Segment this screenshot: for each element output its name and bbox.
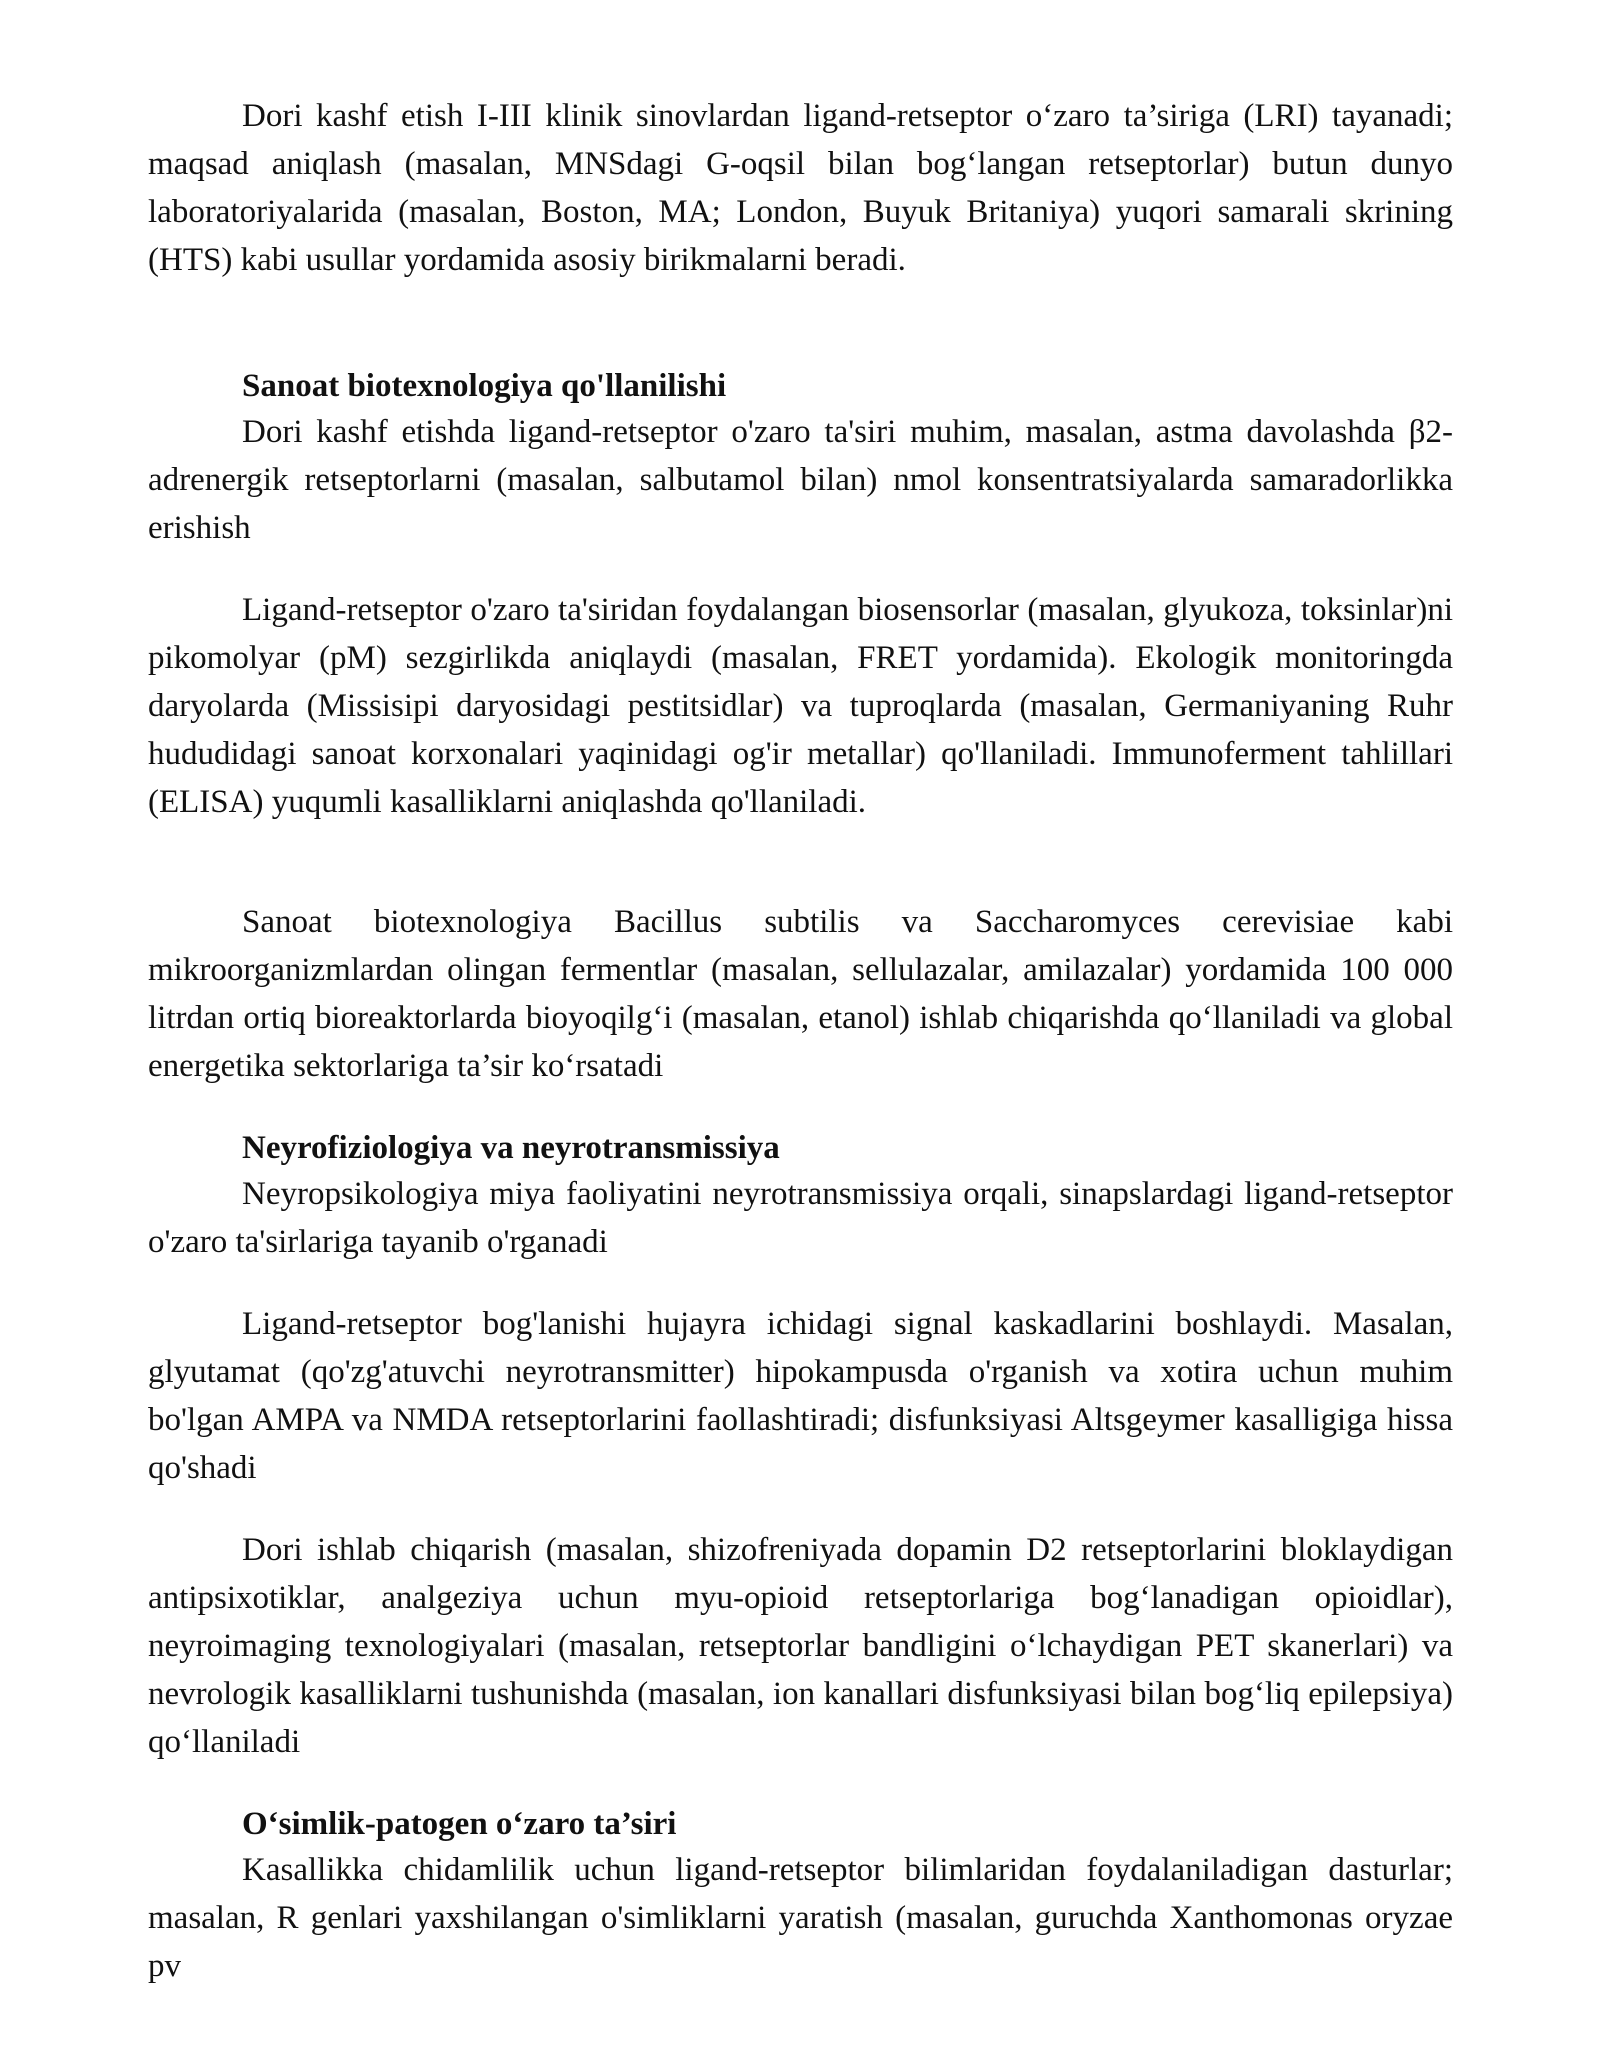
paragraph-drug-discovery-lri: Dori kashf etish I-III klinik sinovlardan ligand-retseptor o‘zaro ta’siriga (LRI) tayanadi; maqsad aniqlash (masalan, MNSdagi G-oqsil bilan bog‘langan retseptorlar) butun dunyo laboratoriyalarida (masalan, Boston, MA; London, Buyuk Britaniya) yuqori samarali skrining (HTS) kabi usullar yordamida asosiy birikmalarni beradi. [148,98,1453,278]
paragraph-drug-production: Dori ishlab chiqarish (masalan, shizofreniyada dopamin D2 retseptorlarini bloklaydigan antipsixotiklar, analgeziya uchun myu-opioid retseptorlariga bog‘lanadigan opioidlar), neyroimaging texnologiyalari (masalan, retseptorlar bandligini o‘lchaydigan PET skanerlari) va nevrologik kasalliklarni tushunishda (masalan, ion kanallari disfunksiyasi bilan bog‘liq epilepsiya) qo‘llaniladi [148,1532,1453,1760]
paragraph-signal-cascades: Ligand-retseptor bog'lanishi hujayra ichidagi signal kaskadlarini boshlaydi. Masalan, glyutamat (qo'zg'atuvchi neyrotransmitter) hipokampusda o'rganish va xotira uchun muhim bo'lgan AMPA va NMDA retseptorlarini faollashtiradi; disfunksiyasi Altsgeymer kasalligiga hissa qo'shadi [148,1306,1453,1486]
paragraph-disease-resistance: Kasallikka chidamlilik uchun ligand-retseptor bilimlaridan foydalaniladigan dasturlar; masalan, R genlari yaxshilangan o'simliklarni yaratish (masalan, guruchda Xanthomonas oryzae pv [148,1852,1453,1984]
paragraph-beta2-receptors: Dori kashf etishda ligand-retseptor o'zaro ta'siri muhim, masalan, astma davolashda β2-adrenergik retseptorlarni (masalan, salbutamol bilan) nmol konsentratsiyalarda samaradorlikka erishish [148,414,1453,546]
document-page [148,92,1453,1990]
spacer [148,1766,1453,1802]
spacer [148,826,1453,898]
heading-industrial-biotech: Sanoat biotexnologiya qo'llanilishi [242,368,727,404]
spacer [148,1492,1453,1526]
paragraph-biosensors: Ligand-retseptor o'zaro ta'siridan foydalangan biosensorlar (masalan, glyukoza, toksinlar)ni pikomolyar (pM) sezgirlikda aniqlaydi (masalan, FRET yordamida). Ekologik monitoringda daryolarda (Missisipi daryosidagi pestitsidlar) va tuproqlarda (masalan, Germaniyaning Ruhr hududidagi sanoat korxonalari yaqinidagi og'ir metallar) qo'llaniladi. Immunoferment tahlillari (ELISA) yuqumli kasalliklarni aniqlashda qo'llaniladi. [148,592,1453,820]
spacer [148,1090,1453,1126]
heading-neurophysiology: Neyrofiziologiya va neyrotransmissiya [242,1130,780,1166]
heading-plant-pathogen: O‘simlik-patogen o‘zaro ta’siri [242,1806,677,1842]
spacer [148,284,1453,364]
paragraph-bioreactors: Sanoat biotexnologiya Bacillus subtilis va Saccharomyces cerevisiae kabi mikroorganizmlardan olingan fermentlar (masalan, sellulazalar, amilazalar) yordamida 100 000 litrdan ortiq bioreaktorlarda bioyoqilg‘i (masalan, etanol) ishlab chiqarishda qo‘llaniladi va global energetika sektorlariga ta’sir ko‘rsatadi [148,904,1453,1084]
spacer [148,1266,1453,1300]
paragraph-neuropsychology: Neyropsikologiya miya faoliyatini neyrotransmissiya orqali, sinapslardagi ligand-retseptor o'zaro ta'sirlariga tayanib o'rganadi [148,1176,1453,1260]
spacer [148,552,1453,586]
